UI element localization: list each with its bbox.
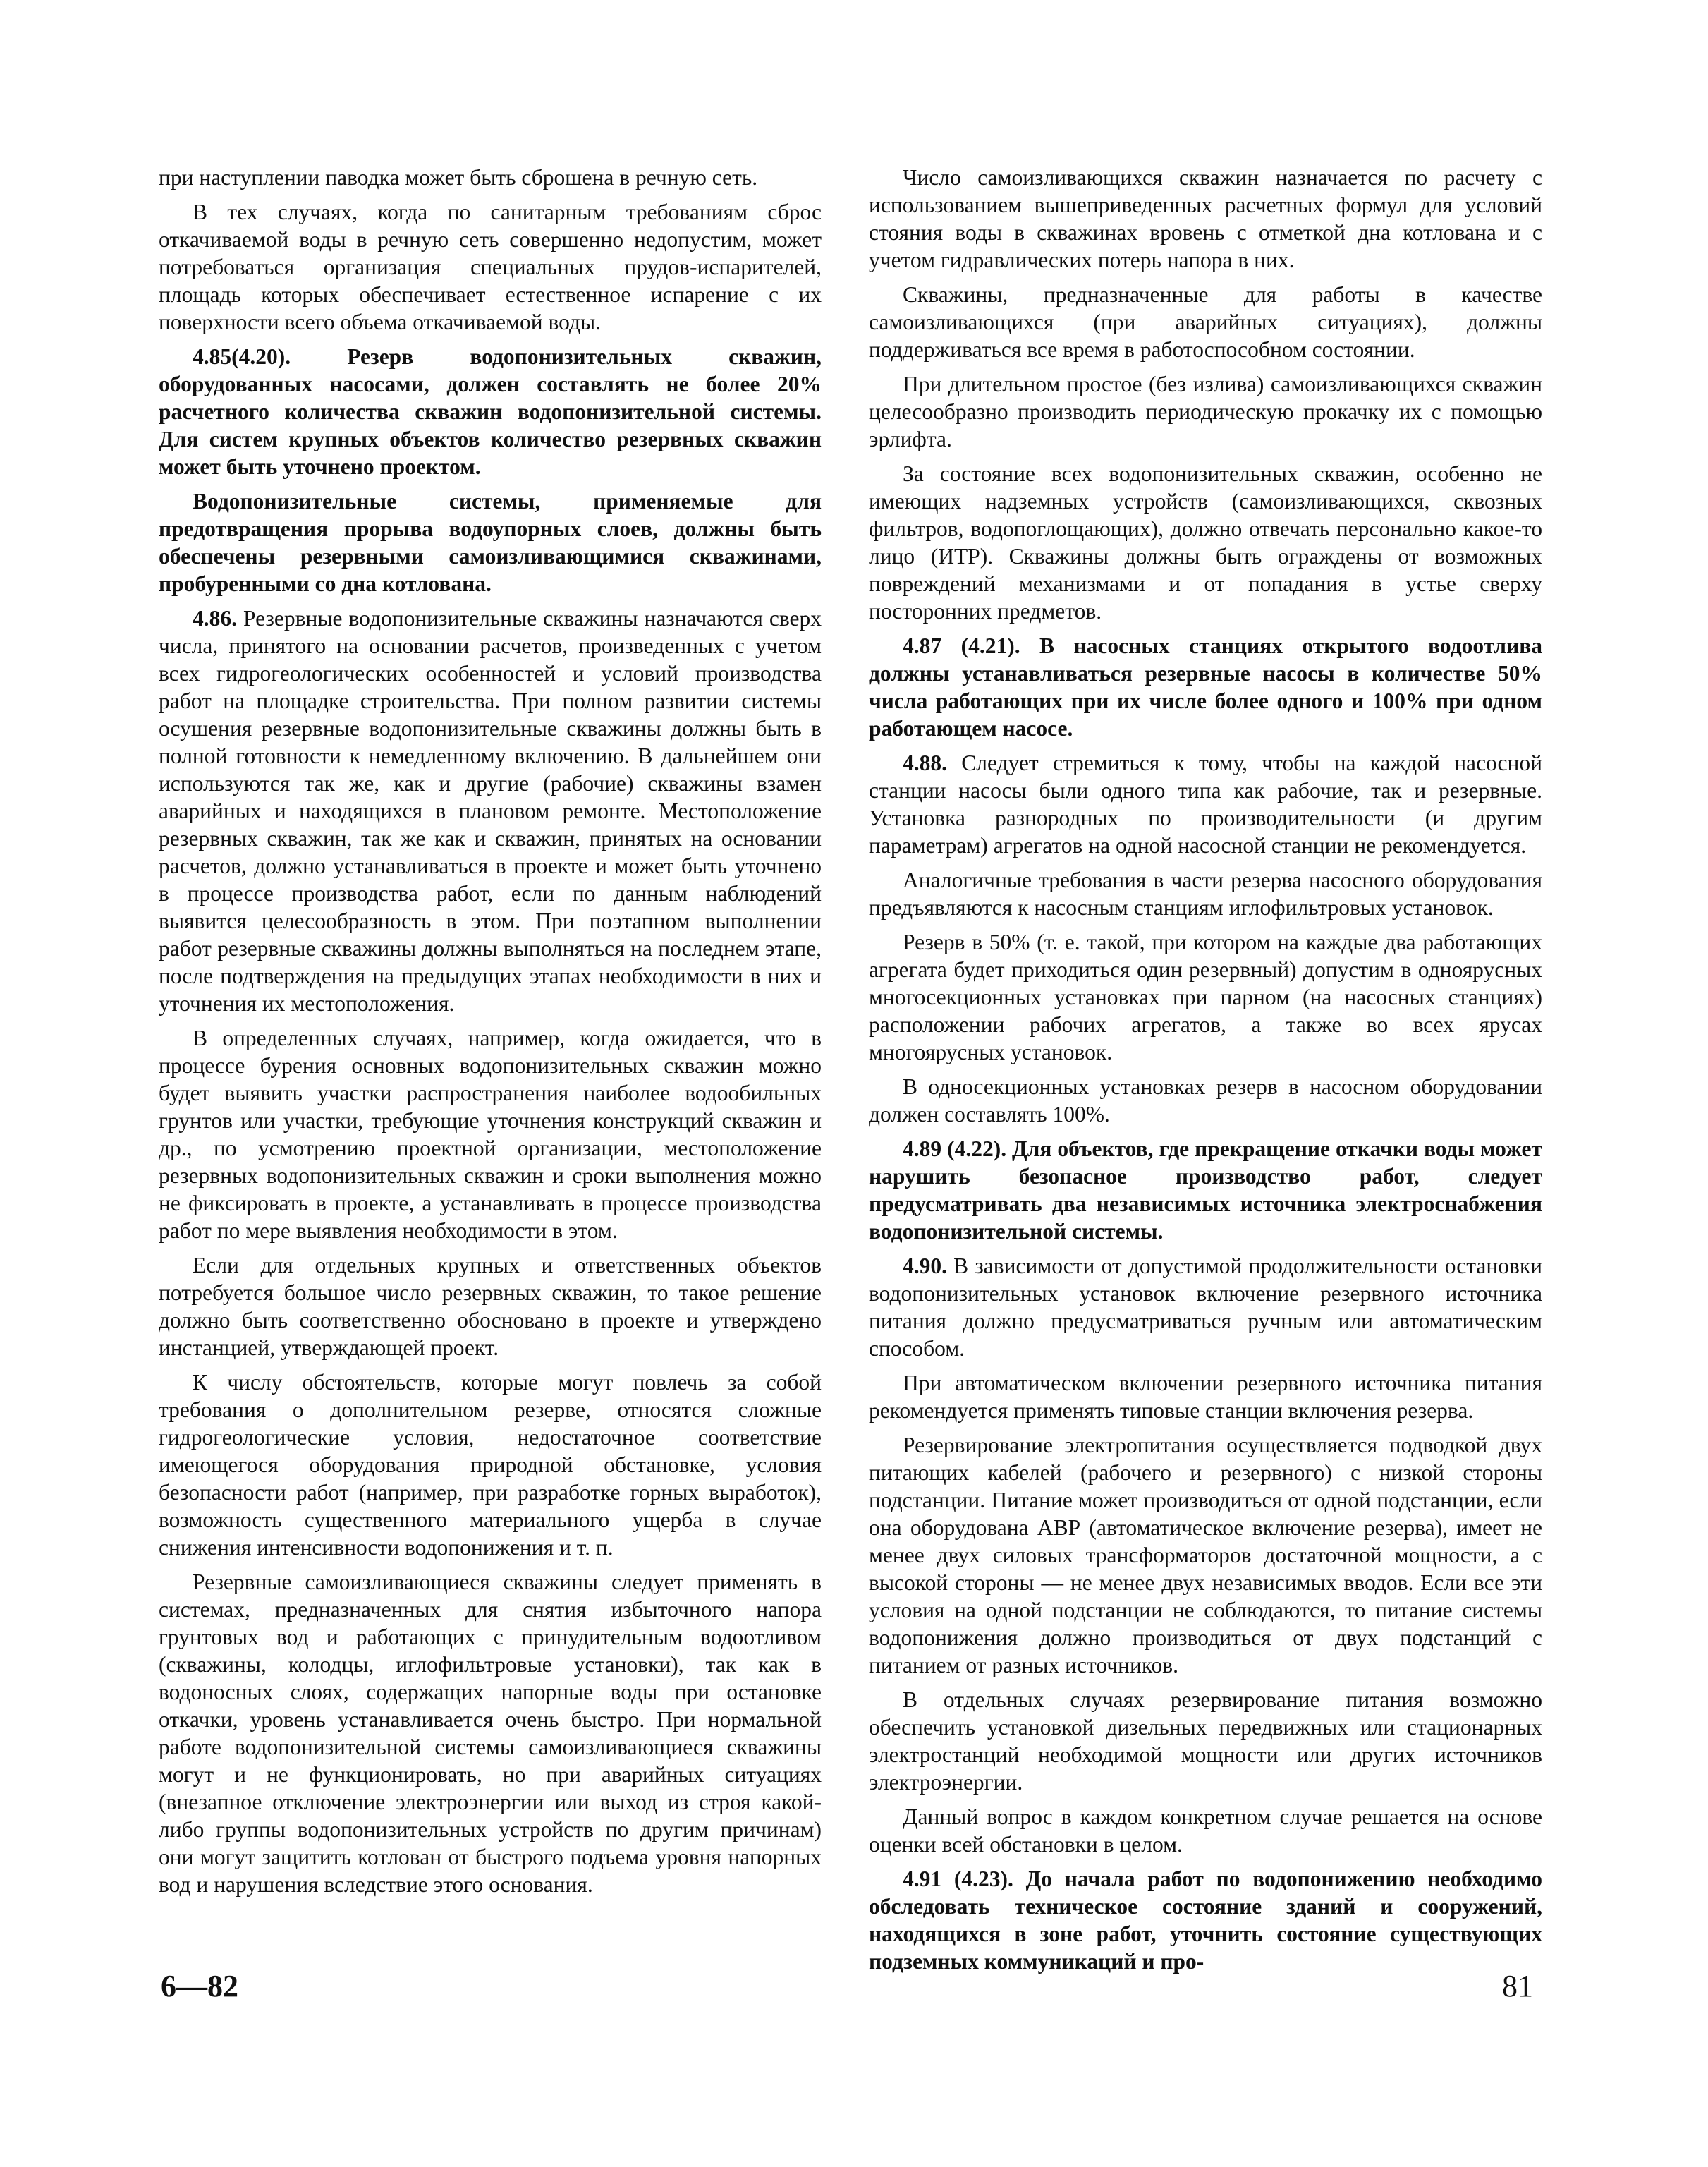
paragraph: Резерв в 50% (т. е. такой, при котором на каждые два работающих агрегата будет приходиться один резервный) допустим в одноярусных многосекционных установках при парном (на насосных станциях) расположении рабочих агрегатов, а также во всех ярусах многоярусных установок.: [869, 930, 1542, 1064]
clause-number: 4.90.: [903, 1254, 947, 1278]
paragraph: Водопонизительные системы, применяемые для предотвращения прорыва водоупорных слоев, должны быть обеспечены резервными самоизливающимися скважинами, пробуренными со дна котлована.: [159, 489, 822, 596]
paragraph: За состояние всех водопонизительных скважин, особенно не имеющих надземных устройств (самоизливающихся, сквозных фильтров, водопоглощающих), должно отвечать персонально какое-то лицо (ИТР). Скважины должны быть ограждены от возможных повреждений механизмами и от попадания в устье сверху посторонних предметов.: [869, 461, 1542, 624]
paragraph: 4.87 (4.21). В насосных станциях открытого водоотлива должны устанавливаться резервные насосы в количестве 50% числа работающих при их числе более одного и 100% при одном работающем насосе.: [869, 633, 1542, 741]
paragraph: Аналогичные требования в части резерва насосного оборудования предъявляются к насосным станциям иглофильтровых установок.: [869, 868, 1542, 920]
paragraph: К числу обстоятельств, которые могут повлечь за собой требования о дополнительном резерве, относятся сложные гидрогеологические условия, недостаточное соответствие имеющегося оборудования природной обстановке, условия безопасности работ (например, при разработке горных выработок), возможность существенного материального ущерба в случае снижения интенсивности водопонижения и т. п.: [159, 1370, 822, 1560]
paragraph: при наступлении паводка может быть сброшена в речную сеть.: [159, 165, 758, 190]
paragraph: В отдельных случаях резервирование питания возможно обеспечить установкой дизельных передвижных или стационарных электростанций необходимой мощности или других источников электроэнергии.: [869, 1687, 1542, 1795]
paragraph: При автоматическом включении резервного источника питания рекомендуется применять типовые станции включения резерва.: [869, 1371, 1542, 1423]
paragraph: Если для отдельных крупных и ответственных объектов потребуется большое число резервных скважин, то такое решение должно быть соответственно обосновано в проекте и утверждено инстанцией, утверждающей проект.: [159, 1253, 822, 1360]
clause-text: Резервные водопонизительные скважины назначаются сверх числа, принятого на основании расчетов, произведенных с учетом всех гидрогеологических особенностей и условий производства работ на площадке строительства. При полном развитии системы осушения резервные водопонизительные скважины должны быть в полной готовности к немедленному включению. В дальнейшем они используются так же, как и другие (рабочие) скважины взамен аварийных и находящихся в плановом ремонте. Местоположение резервных скважин, так же как и скважин, принятых на основании расчетов, должно устанавливаться в проекте и может быть уточнено в процессе производства работ, если по данным наблюдений выявится целесообразность в этом. При поэтапном выполнении работ резервные скважины должны выполняться на последнем этапе, после подтверждения на предыдущих этапах необходимости в них и уточнения их местоположения.: [159, 606, 822, 1016]
paragraph: Резервирование электропитания осуществляется подводкой двух питающих кабелей (рабочего и резервного) с низкой стороны подстанции. Питание может производиться от одной подстанции, если она оборудована АВР (автоматическое включение резерва), имеет не менее двух силовых трансформаторов достаточной мощности, а с высокой стороны — не менее двух независимых вводов. Если все эти условия на одной подстанции не соблюдаются, то питание системы водопонижения должно производиться от двух подстанций с питанием от разных источников.: [869, 1433, 1542, 1677]
paragraph: В определенных случаях, например, когда ожидается, что в процессе бурения основных водопонизительных скважин можно будет выявить участки распространения наиболее водообильных грунтов или участки, требующие уточнения конструкций скважин и др., по усмотрению проектной организации, местоположение резервных водопонизительных скважин и сроки выполнения можно не фиксировать в проекте, а устанавливать в процессе производства работ по мере выявления необходимости в этом.: [159, 1026, 822, 1243]
paragraph: 4.85(4.20). Резерв водопонизительных скважин, оборудованных насосами, должен составлять не более 20% расчетного количества скважин водопонизительной системы. Для систем крупных объектов количество резервных скважин может быть уточнено проектом.: [159, 344, 822, 479]
paragraph: 4.91 (4.23). До начала работ по водопонижению необходимо обследовать техническое состояние зданий и сооружений, находящихся в зоне работ, уточнить состояние существующих подземных коммуникаций и про-: [869, 1866, 1542, 1974]
paragraph: [869, 1252, 1542, 1362]
paragraph: Число самоизливающихся скважин назначается по расчету с использованием вышеприведенных расчетных формул для условий стояния воды в скважинах вровень с отметкой дна котлована и с учетом гидравлических потерь напора в них.: [869, 165, 1542, 272]
paragraph: В односекционных установках резерв в насосном оборудовании должен составлять 100%.: [869, 1074, 1542, 1127]
printer-signature: 6—82: [161, 1969, 238, 2003]
clause-text: Следует стремиться к тому, чтобы на каждой насосной станции насосы были одного типа как рабочие, так и резервные. Установка разнородных по производительности (и другим параметрам) агрегатов на одной насосной станции не рекомендуется.: [869, 751, 1542, 858]
clause-text: В зависимости от допустимой продолжительности остановки водопонизительных установок включение резервного источника питания должно предусматриваться ручным или автоматическим способом.: [869, 1254, 1542, 1361]
paragraph: Данный вопрос в каждом конкретном случае решается на основе оценки всей обстановки в целом.: [869, 1804, 1542, 1857]
right-column: [869, 164, 1542, 1982]
clause-number: 4.86.: [193, 606, 237, 631]
paragraph: В тех случаях, когда по санитарным требованиям сброс откачиваемой воды в речную сеть совершенно недопустим, может потребоваться организация специальных прудов-испарителей, площадь которых обеспечивает естественное испарение с их поверхности всего объема откачиваемой воды.: [159, 200, 822, 334]
paragraph: Скважины, предназначенные для работы в качестве самоизливающихся (при аварийных ситуациях), должны поддерживаться все время в работоспособном состоянии.: [869, 282, 1542, 362]
page-number: 81: [1502, 1969, 1533, 2003]
paragraph: 4.89 (4.22). Для объектов, где прекращение откачки воды может нарушить безопасное производство работ, следует предусматривать два независимых источника электроснабжения водопонизительной системы.: [869, 1136, 1542, 1244]
paragraph: При длительном простое (без излива) самоизливающихся скважин целесообразно производить периодическую прокачку их с помощью эрлифта.: [869, 372, 1542, 451]
paragraph: Резервные самоизливающиеся скважины следует применять в системах, предназначенных для снятия избыточного напора грунтовых вод и работающих с принудительным водоотливом (скважины, колодцы, иглофильтровые установки), так как в водоносных слоях, содержащих напорные воды при остановке откачки, уровень устанавливается очень быстро. При нормальной работе водопонизительной системы самоизливающиеся скважины могут и не функционировать, но при аварийных ситуациях (внезапное отключение электроэнергии или выход из строя какой-либо группы водопонизительных устройств по другим причинам) они могут защитить котлован от быстрого подъема уровня напорных вод и нарушения вследствие этого основания.: [159, 1570, 822, 1897]
paragraph: [159, 605, 822, 1017]
paragraph: [869, 749, 1542, 859]
clause-number: 4.88.: [903, 751, 947, 775]
left-column: [159, 164, 822, 1905]
